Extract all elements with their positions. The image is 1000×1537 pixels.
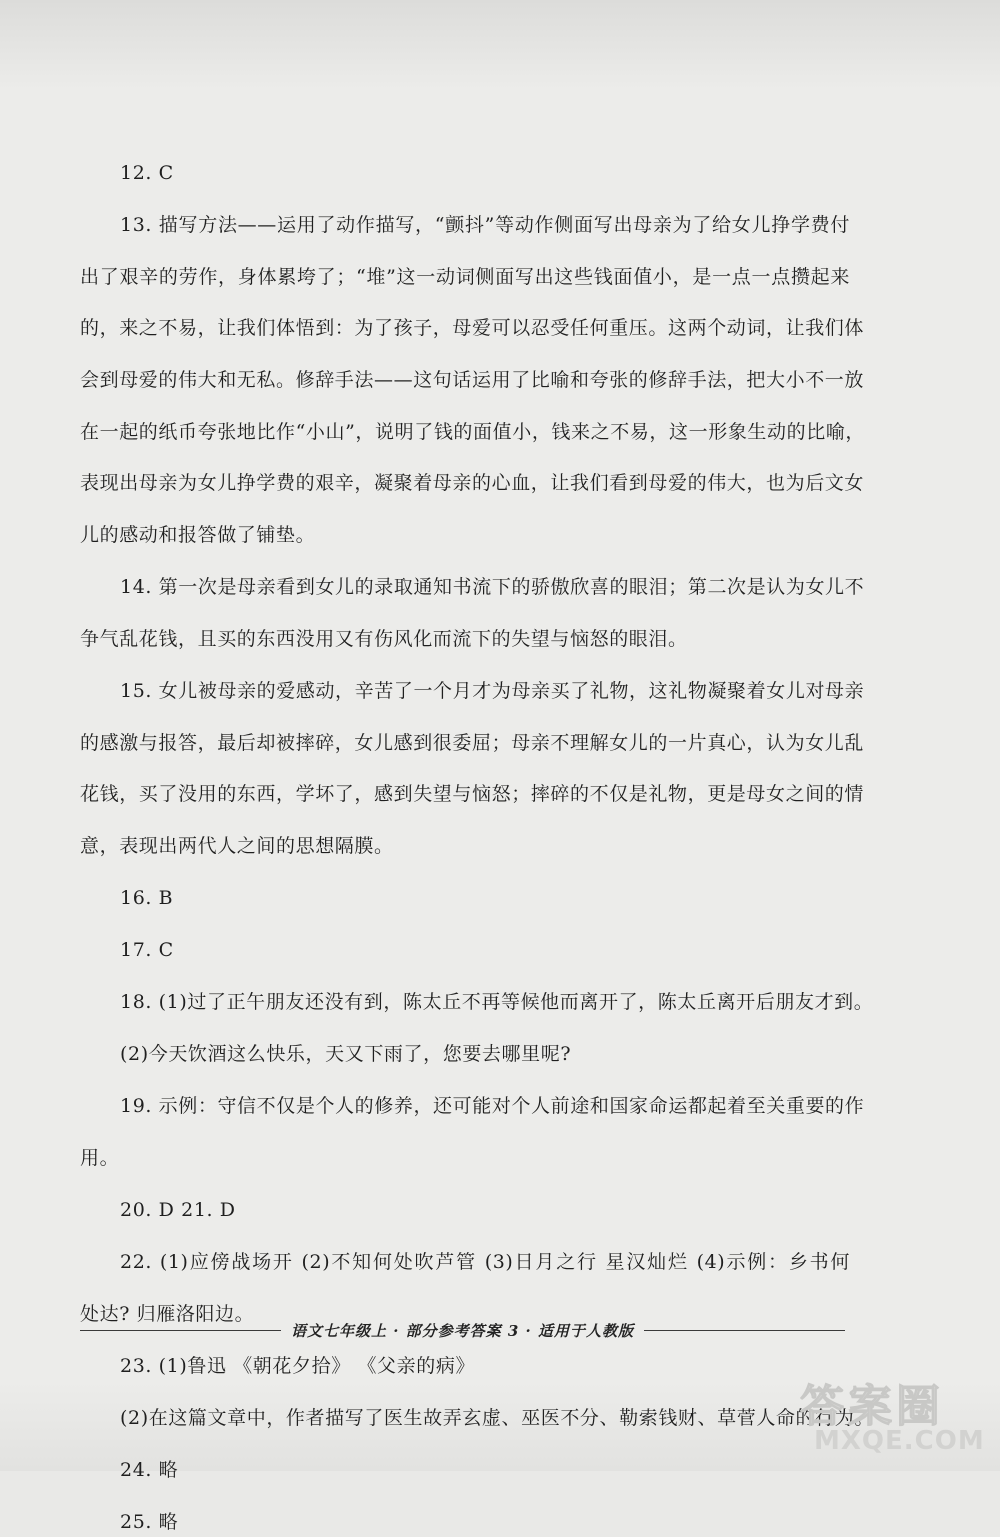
answer-13-line-7: 儿的感动和报答做了铺垫。 (80, 524, 316, 546)
answer-15-line-1: 15. 女儿被母亲的爱感动，辛苦了一个月才为母亲买了礼物，这礼物凝聚着女儿对母亲 (120, 680, 865, 702)
page-footer (80, 1318, 845, 1342)
answer-15-line-4: 意，表现出两代人之间的思想隔膜。 (80, 835, 394, 857)
site-watermark (800, 1370, 990, 1465)
footer-text: 语文七年级上 · 部分参考答案 3 · 适用于人教版 (291, 1321, 634, 1340)
answer-16: 16. B (120, 887, 174, 909)
watermark-title: 答案圈 (800, 1381, 944, 1432)
answer-12: 12. C (120, 162, 174, 184)
answer-15-line-2: 的感激与报答，最后却被摔碎，女儿感到很委屈；母亲不理解女儿的一片真心，认为女儿乱 (80, 732, 865, 754)
answer-13-line-2: 出了艰辛的劳作，身体累垮了；“堆”这一动词侧面写出这些钱面值小，是一点一点攒起来 (80, 266, 850, 288)
footer-rule-left (80, 1330, 281, 1331)
answer-13-line-1: 13. 描写方法——运用了动作描写，“颤抖”等动作侧面写出母亲为了给女儿挣学费付 (120, 214, 850, 236)
answer-22-line-1: 22. (1)应傍战场开 (2)不知何处吹芦管 (3)日月之行 星汉灿烂 (4)示例：乡书何 (120, 1251, 850, 1273)
answer-15-line-3: 花钱，买了没用的东西，学坏了，感到失望与恼怒；摔碎的不仅是礼物，更是母女之间的情 (80, 783, 865, 805)
watermark-url: MXQE.COM (814, 1426, 985, 1456)
answer-13-line-5: 在一起的纸币夸张地比作“小山”，说明了钱的面值小，钱来之不易，这一形象生动的比喻， (80, 421, 866, 443)
answer-13-line-6: 表现出母亲为女儿挣学费的艰辛，凝聚着母亲的心血，让我们看到母爱的伟大，也为后文女 (80, 472, 865, 494)
answer-19-line-2: 用。 (80, 1147, 120, 1169)
answer-20-21: 20. D 21. D (120, 1199, 236, 1221)
answer-13-line-3: 的，来之不易，让我们体悟到：为了孩子，母爱可以忍受任何重压。这两个动词，让我们体 (80, 317, 865, 339)
footer-rule-right (644, 1330, 845, 1331)
answer-24: 24. 略 (120, 1459, 179, 1481)
answer-14-line-2: 争气乱花钱，且买的东西没用又有伤风化而流下的失望与恼怒的眼泪。 (80, 628, 688, 650)
answer-23-part-1: 23. (1)鲁迅 《朝花夕拾》 《父亲的病》 (120, 1355, 476, 1377)
answer-18-part-1: 18. (1)过了正午朋友还没有到，陈太丘不再等候他而离开了，陈太丘离开后朋友才到。 (120, 991, 874, 1013)
answer-18-part-2: (2)今天饮酒这么快乐，天又下雨了，您要去哪里呢? (120, 1043, 572, 1065)
answer-23-part-2: (2)在这篇文章中，作者描写了医生故弄玄虚、巫医不分、勒索钱财、草菅人命的行为。 (120, 1407, 874, 1429)
answer-19-line-1: 19. 示例：守信不仅是个人的修养，还可能对个人前途和国家命运都起着至关重要的作 (120, 1095, 865, 1117)
answer-17: 17. C (120, 939, 174, 961)
answer-14-line-1: 14. 第一次是母亲看到女儿的录取通知书流下的骄傲欣喜的眼泪；第二次是认为女儿不 (120, 576, 865, 598)
answer-22-line-2: 处达? 归雁洛阳边。 (80, 1303, 255, 1325)
answer-13-line-4: 会到母爱的伟大和无私。修辞手法——这句话运用了比喻和夸张的修辞手法，把大小不一放 (80, 369, 865, 391)
answer-25: 25. 略 (120, 1511, 179, 1533)
